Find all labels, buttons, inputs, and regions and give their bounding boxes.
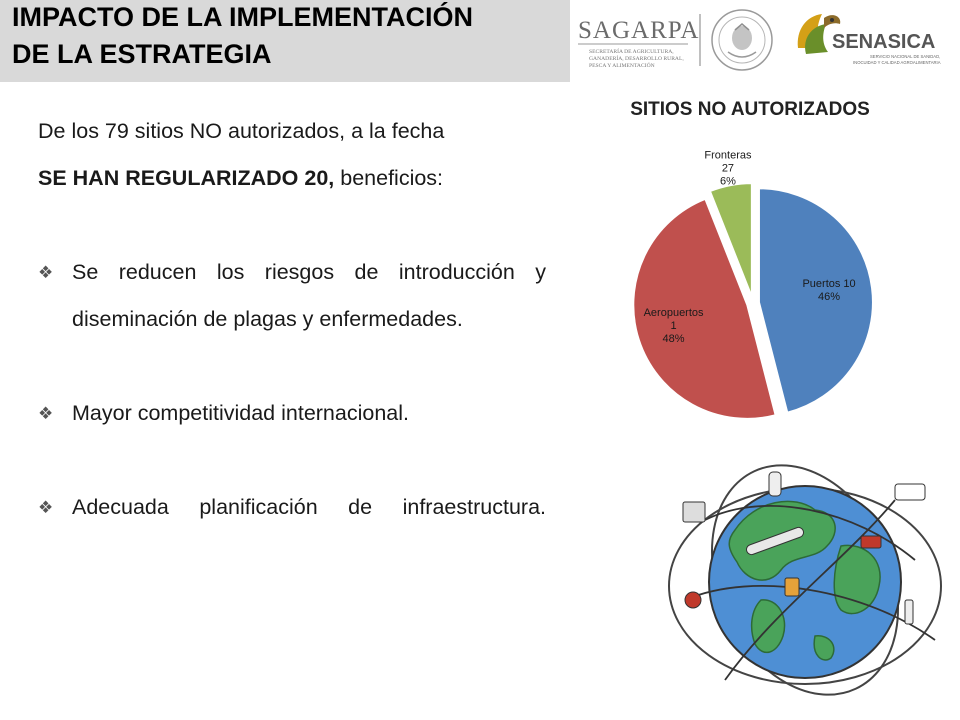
bullet-diamond-icon: ❖ — [38, 263, 54, 282]
bullet-item — [38, 249, 546, 343]
intro-paragraph — [38, 108, 546, 202]
senasica-name: SENASICA — [832, 31, 936, 53]
bullet-text-3: Adecuada planificación de infraestructura. — [72, 495, 546, 519]
page-title-line-2: DE LA ESTRATEGIA — [12, 39, 272, 69]
intro-bold: SE HAN REGULARIZADO 20, — [38, 166, 335, 190]
pie-label-aeropuertos: Aeropuertos 1 48% — [643, 306, 704, 345]
sagarpa-subtitle-2: GANADERÍA, DESARROLLO RURAL, — [589, 56, 684, 62]
senasica-logo — [798, 14, 941, 65]
senasica-subtitle-1: SERVICIO NACIONAL DE SANIDAD, — [870, 54, 941, 59]
national-seal-icon — [712, 10, 772, 70]
bullet-diamond-icon: ❖ — [38, 404, 54, 423]
senasica-subtitle-2: INOCUIDAD Y CALIDAD AGROALIMENTARIA — [853, 60, 941, 65]
pie-label-fronteras: Fronteras 27 6% — [704, 149, 752, 188]
bullet-item — [38, 484, 546, 531]
sagarpa-subtitle-1: SECRETARÍA DE AGRICULTURA, — [589, 49, 674, 55]
sagarpa-logo — [578, 17, 699, 69]
sagarpa-subtitle-3: PESCA Y ALIMENTACIÓN — [589, 63, 655, 69]
body-text — [38, 108, 546, 578]
globe-trade-illustration-icon — [665, 450, 945, 712]
chart-title: SITIOS NO AUTORIZADOS — [630, 99, 870, 120]
bullet-text-2: Mayor competitividad internacional. — [72, 401, 409, 425]
pie-chart — [615, 149, 885, 440]
pie-label-puertos: Puertos 10 46% — [802, 277, 856, 303]
bullet-item — [38, 390, 546, 437]
intro-rest: beneficios: — [334, 166, 444, 190]
title-banner — [0, 0, 570, 82]
bullet-text-1: Se reducen los riesgos de introducción y diseminación de plagas y enfermedades. — [72, 260, 546, 331]
page-title-line-1: IMPACTO DE LA IMPLEMENTACIÓN — [12, 2, 473, 32]
header-logos — [570, 0, 960, 82]
sagarpa-name: SAGARPA — [578, 17, 700, 44]
intro-line-1: De los 79 sitios NO autorizados, a la fecha — [38, 119, 445, 143]
pie-slice-puertos — [759, 188, 873, 412]
bullet-diamond-icon: ❖ — [38, 498, 54, 517]
